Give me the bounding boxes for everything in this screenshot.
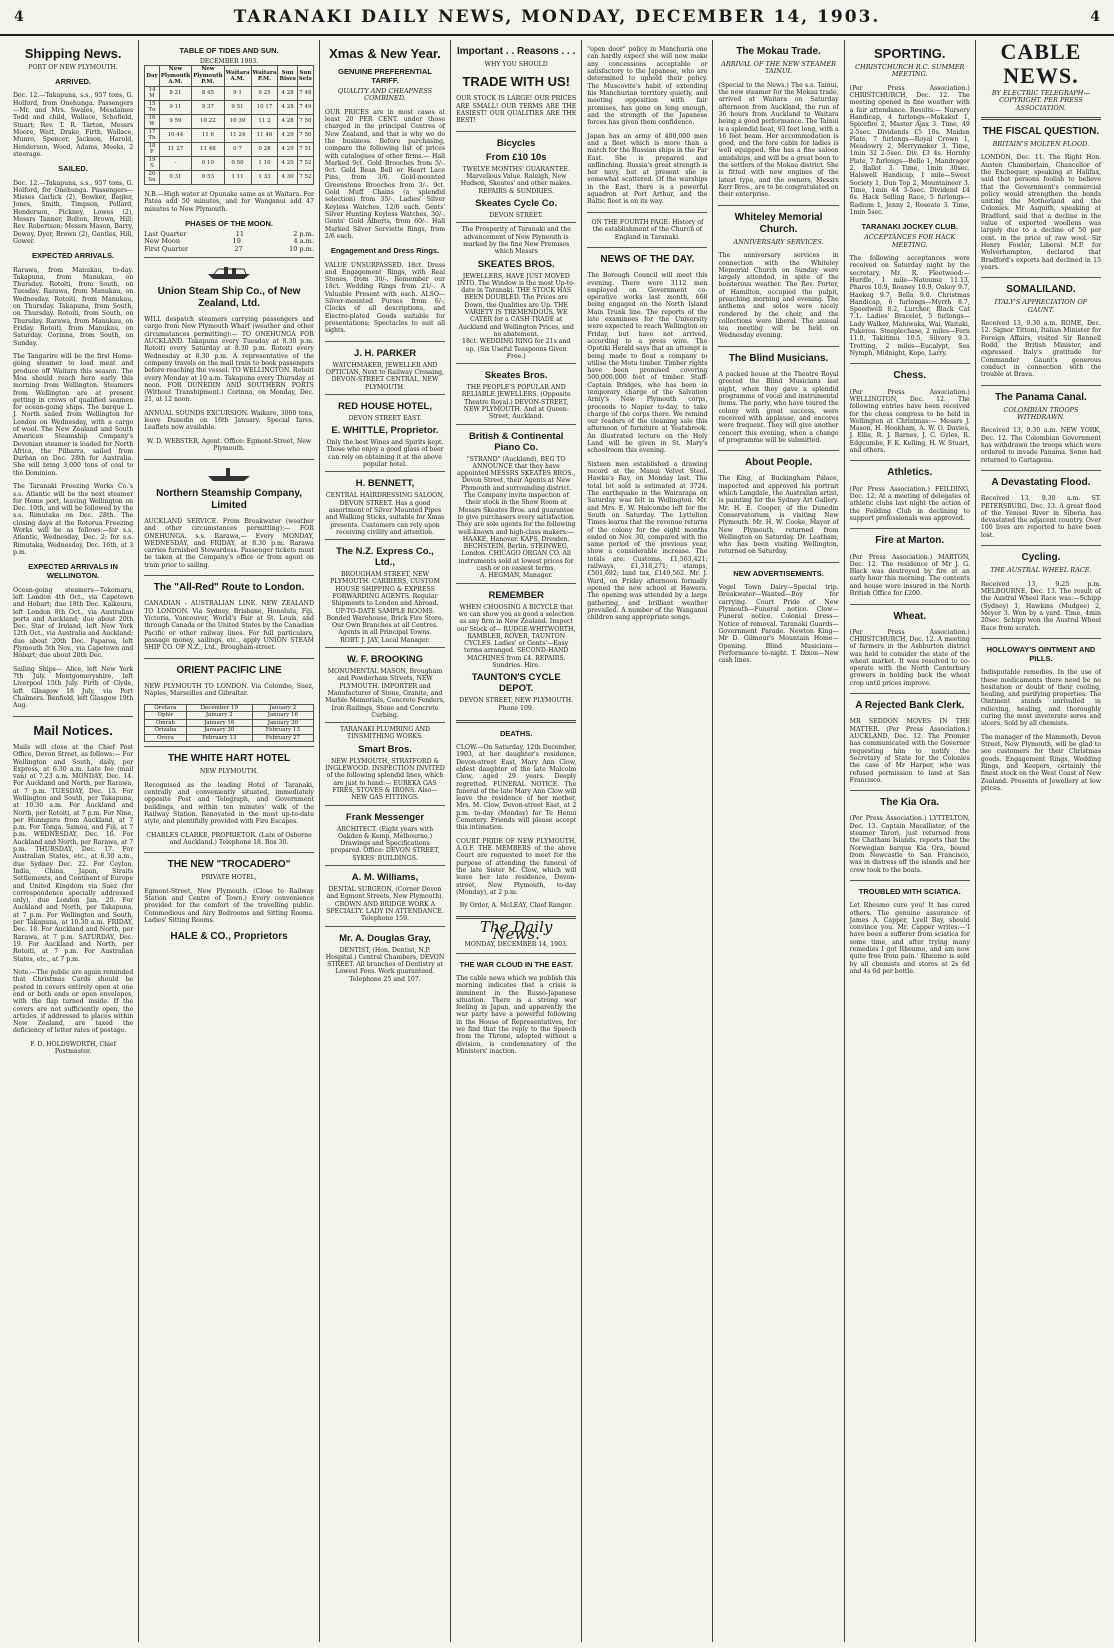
- orient-row: [145, 727, 314, 735]
- why-text: WHY YOU SHOULD: [484, 61, 548, 68]
- moon-phase: Last Quarter: [144, 230, 187, 239]
- blind-heading: The Blind Musicians.: [728, 352, 829, 364]
- orient-heading: ORIENT PACIFIC LINE: [176, 664, 282, 676]
- orient-cell: January 16: [186, 719, 252, 727]
- steamship-icon: [204, 464, 254, 482]
- holloway-text: Indisputable remedies. In the use of these medicaments there need be no hesitation or doubt of their cooling, healing, and purifying properties. The Ointment stands unrivalled in relieving, healing, and thoroughly curing the most inveterate sores and ulcers. Sold by all chemists.: [980, 669, 1102, 728]
- prosperity-text: The Prosperity of Taranaki and the advancement of New Plymouth is marked by the fine New Premises which Messrs: [461, 226, 571, 256]
- mokau-text: (Special to the News.) The s.s. Tainui, the new steamer for the Mokau trade, arrived at Waitara on Saturday afternoon from Auckland, the run of 36 hours from Auckland to Waitara being a good performance. The Tainui is a splendid boat, 93 feet long, with a 16 foot beam. Her accommodation is good, and the fore cabin for ladies is well equipped. She has a fine saloon amidships, and will be a great boon to the settlers of the Mokau district. She is fitted with new engines of the latest type, and the owners, Messrs Kerr Bros., are to be congratulated on their enterprise.: [718, 81, 839, 199]
- smart-name: Smart Bros.: [358, 743, 412, 755]
- cable-heading: CABLE NEWS.: [1000, 39, 1082, 88]
- tides-row: [145, 156, 314, 170]
- sporting-heading: SPORTING.: [873, 46, 946, 61]
- tides-cell: 9 51: [224, 100, 251, 114]
- orient-cell: February 13: [252, 727, 313, 735]
- usc-text: WILL despatch steamers carrying passengers and cargo from New Plymouth Wharf (weather and other circumstances permitting):— TO ONEHUNGA FOR AUCKLAND. Takapuna every Tuesday at 8.30 p.m. Rotoiti every Saturday at 8.30 p.m. Rotoiti every Wednesday at 8.30 p.m. A representative of the company travels on the mail train to book passengers before reaching the vessel. TO WELLINGTON. Rotoiti every Monday at 10 a.m. Takapuna every Thursday at noon. FOR DUNEDIN AND SOUTHERN PORTS (Without Transhipment.) Corinna, on Monday, Dec. 21, at 12 noon.: [144, 316, 314, 404]
- northern-heading: Northern Steamship Company, Limited: [156, 487, 303, 511]
- tides-header-cell: Waitara A.M.: [224, 66, 251, 87]
- plumbing-text: TARANAKI PLUMBING AND TINSMITHING WORKS.: [340, 726, 430, 741]
- oddfellows-sign: By Order, A. McLEAY, Chief Ranger.: [459, 902, 573, 910]
- fiscal-heading: THE FISCAL QUESTION.: [982, 125, 1100, 137]
- wedding-text: 18ct. WEDDING RING for 21s and up. (Six Useful Teaspoons Given Free.): [462, 338, 571, 360]
- panama-text: Received 13, 9.30 a.m. NEW YORK, Dec. 12. The Colombian Government has withdrawn the troops which were ordered to invade Panama. Some had returned to Cartagena.: [980, 427, 1102, 464]
- column-cable: [976, 40, 1106, 1642]
- oddfellows-text: COURT PRIDE OF NEW PLYMOUTH, A.O.F. THE MEMBERS of the above Court are requested to meet for the purpose of attending the funeral of the late Sister M. Clow, which will leave her late residence, Devon-street, New Plymouth, to-day (Monday), at 2 p.m.: [456, 837, 577, 896]
- northern-text: AUCKLAND SERVICE. From Breakwater (weather and other circumstances permitting):— FOR ONEHUNGA. s.s. Rarawa,— Every MONDAY, WEDNESDAY, and FRIDAY, at 8.30 p.m. Rarawa carries furnished Stewardess. Passenger tickets must be taken at the Company's office or from agent on train prior to sailing.: [144, 517, 314, 569]
- tides-header-cell: Sun Rises: [278, 66, 297, 87]
- tides-cell: 0 7: [224, 142, 251, 156]
- genuine-text: OUR PRICES are in most cases at least 20 PER CENT. under those charged in the principal Centres of New Zealand, and that is why we do the business. Before purchasing, compare the following list of prices with catalogues of other firms.— Hall Marked 9ct. Gold Brooches from 5/-. 9ct. Gold Bean Bell or Heart Lace Pins, from 3/6. Gold-mounted Greenstone Brooches from 3/-. 9ct. Gold Muff Chains (a splendid selection) from 35/-. Ladies' Silver Keyless Watches, 12/6 each. Gents' Silver Hunting Keyless Watches, 30/-. Gents' Gold Alberts, from 60/-. Hall Marked Silver Serviette Rings, from 2/6 each.: [324, 108, 446, 240]
- tides-cell: 4 28: [278, 114, 297, 128]
- tides-cell: 7 52: [297, 156, 313, 170]
- blind-text: A packed house at the Theatre Royal greeted the Blind Musicians last night, when they gave a splendid programme of vocal and instrumental items. The party, who have toured the colony with great success, were received with applause, and encores were frequent. They will give another concert this evening, when a change of programme will be submitted.: [718, 371, 839, 444]
- sailing-ships-text: Sailing Ships— Alice, left New York 7th July. Montgomeryshire, left Liverpool 15th July. Firth of Clyde, left Glasgow 18 July, via Port Chalmers. Benfield, left Glasgow 19th Aug.: [13, 665, 134, 710]
- daily-news-date: MONDAY, DECEMBER 14, 1903.: [464, 941, 568, 949]
- tides-row: [145, 114, 314, 128]
- tides-cell: 0 31: [159, 170, 191, 184]
- expected-wellington-text: Ocean-going steamers—Tokomaru, left London 4th Oct., via Capetown and Hobart; due 18th Dec. Kaikoura, left London 8th Oct., via Australian ports and Auckland; due about 20th Dec. Star of Ireland, left New York 12th Oct., via Australia and Auckland; due about 20th Dec. Paparoa, left Plymouth 5th Nov., via Capetown and Hobart; due about 28th Dec.: [13, 586, 134, 660]
- deaths-text: CLOW.—On Saturday, 12th December, 1903, at her daughter's residence, Devon-street East, Mary Ann Clow, eldest daughter of the late Malcolm Clow, aged 29 years. Deeply regretted. FUNERAL NOTICE. The funeral of the late Mary Ann Clow will leave the residence of her mother, Mrs. M. Clow, Devon-street East, at 2 p.m. to-day (Monday) for Te Henui Cemetery. Friends will please accept this intimation.: [456, 744, 577, 832]
- reasons-text: OUR STOCK IS LARGE! OUR PRICES ARE SMALL! OUR TERMS ARE THE EASIEST! OUR QUALITIES ARE THE BEST!: [456, 95, 577, 125]
- athletics-heading: Athletics.: [887, 467, 933, 479]
- whittle-text: Only the best Wines and Spirits kept. Those who enjoy a good glass of beer can rely on obtaining it at the above popular hotel.: [326, 439, 444, 469]
- red-house-name: RED HOUSE HOTEL,: [338, 400, 432, 412]
- tides-table: [144, 65, 314, 185]
- bennett-name: H. BENNETT,: [355, 478, 415, 490]
- xmas-heading: Xmas & New Year.: [329, 46, 441, 61]
- remember-text: WHEN CHOOSING A BICYCLE that we can show you as good a selection as any firm in New Zealand. Inspect our Stock of— RUDGE-WHITWORTH, RAMBLER, ROVER, TAUNTON CYCLES. Ladies' or Gents'—Easy terms arranged. SECOND-HAND MACHINES from £4. REPAIRS. Sundries. Hire.: [456, 603, 576, 669]
- trocadero-heading: THE NEW "TROCADERO": [167, 859, 291, 871]
- column-sporting: [845, 40, 976, 1642]
- tides-cell: 7 51: [297, 142, 313, 156]
- tides-cell: 11 48: [192, 142, 224, 156]
- mail-notes: Note.—The public are again reminded that Christmas Cards should be posted in covers entirely open at one end or both ends or open envelopes, with the flap turned inside. If the covers are not sufficiently open, the articles, if addressed to places within New Zealand, are taxed the deficiency of letter rates of postage.: [13, 969, 134, 1035]
- hale-proprietors: HALE & CO., Proprietors: [170, 930, 288, 942]
- tides-cell: 19 S: [145, 156, 160, 170]
- white-hart-text: Recognised as the leading Hotel of Taranaki, centrally and conveniently situated, immediately opposite Post and Telegraph, and Government buildings, and within ten minutes' walk of the Railway Station. Renovated in the most up-to-date style, and plentifully provided with Fire Escapes.: [144, 781, 314, 826]
- taunton-name: TAUNTON'S CYCLE DEPOT.: [471, 672, 561, 695]
- somaliland-sub: ITALY'S APPRECIATION OF GAUNT.: [994, 298, 1088, 314]
- parker-name: J. H. PARKER: [353, 347, 417, 359]
- skeates-bros2-text: THE PEOPLE'S POPULAR AND RELIABLE JEWELLERS. (Opposite Theatre Royal.) DEVON-STREET, NEW PLYMOUTH. And at Queen-Street, Auckland.: [461, 384, 571, 421]
- shipping-heading: Shipping News.: [24, 46, 122, 61]
- express-ad: [325, 539, 445, 647]
- tides-cell: 11 2: [251, 114, 278, 128]
- tides-header-cell: New Plymouth A.M.: [160, 66, 191, 86]
- brooking-name: W. F. BROOKING: [347, 654, 423, 666]
- orient-table: [144, 704, 314, 743]
- jockey-sub: ACCEPTANCES FOR HACK MEETING.: [864, 233, 956, 249]
- tides-row: [145, 100, 314, 114]
- tides-cell: 9 37: [192, 100, 224, 114]
- orient-row: [145, 719, 314, 727]
- tides-cell: 11 27: [159, 142, 191, 156]
- newspaper-title: TARANAKI DAILY NEWS, MONDAY, DECEMBER 14, 1903.: [233, 7, 881, 27]
- brooking-ad: [325, 647, 445, 722]
- moon-time: 10 p.m.: [289, 244, 314, 253]
- trocadero-text: Egmont-Street, New Plymouth. (Close to Railway Station and Centre of Town.) Every convenience provided for the comfort of the travelling public. Commodious and Airy Bedrooms and Sitting Rooms. Ladies' Sitting Rooms.: [144, 887, 314, 925]
- sciatica-heading: TROUBLED WITH SCIATICA.: [858, 887, 961, 897]
- clerk-heading: A Rejected Bank Clerk.: [855, 700, 965, 712]
- taunton-text: DEVON STREET, NEW PLYMOUTH. Phone 109.: [459, 697, 574, 712]
- orient-cell: January 2: [186, 712, 252, 720]
- gray-name: Mr. A. Douglas Gray,: [339, 932, 431, 944]
- kia-heading: The Kia Ora.: [880, 797, 940, 809]
- tides-cell: 0 50: [224, 156, 251, 170]
- war-cont: "open door" policy in Manchuria one can hardly expect she will now make any concessions acceptable or satisfactory to the Japanese, who are determined to uphold their policy. The Muscovite's habit of extending his Manchurian territory quietly, and meeting opposition with fair promises, has gone on long enough, and the strength of the Japanese forces has given them confidence.: [587, 46, 708, 127]
- orient-cell: January 30: [186, 727, 252, 735]
- orient-cell: February 13: [186, 734, 252, 742]
- bennett-ad: [325, 471, 445, 539]
- mail-text: Mails will close at the Chief Post Office, Devon Street, as follows:— For Wellington and South, daily, per Express, at 6.30 a.m. Late fee (mail van) at 7.23 a.m. MONDAY, Dec. 14. For Auckland and North, per Rarawa, at 7 p.m. TUESDAY, Dec. 15. For Wellington and South, per Takapuna, at 10.30 a.m. For Auckland and North, per Rotoiti, at 7 p.m. For Nine, per Hunnguru from Auckland, at 7 p.m. For Tonga, Samoa, and Fiji, at 7 p.m. WEDNESDAY, Dec. 16. For Auckland and North, per Rarawa, at 7 p.m. THURSDAY, Dec. 17. For Australian States, etc., at 6.30 a.m., due Sydney Dec. 22. For Ceylon, India, China, Japan, Straits Settlements, and Continent of Europe and United Kingdom via Suez (for correspondence specially addressed only), due London Jan. 20. For Auckland and North, per Takapuna, at 7 p.m. For Wellington and South, per Takapuna, at 10.30 a.m. FRIDAY, Dec. 18. For Auckland and North, per Rarawa, at 7 p.m. SATURDAY, Dec. 19. For Auckland and North, per Rotoiti, at 7 p.m. For Australian States, etc., at 7 p.m.: [13, 743, 134, 963]
- tides-row: [145, 142, 314, 156]
- tides-cell: -: [159, 156, 191, 170]
- tides-cell: 9 59: [159, 114, 191, 128]
- wheat-heading: Wheat.: [893, 610, 927, 622]
- steamship-icon: [204, 262, 254, 280]
- column-local: [713, 40, 844, 1642]
- tides-cell: 7 50: [297, 114, 313, 128]
- sporting-sub: CHRISTCHURCH R.C. SUMMER MEETING.: [855, 63, 965, 79]
- allred-heading: The "All-Red" Route to London.: [153, 582, 305, 594]
- orient-text: NEW PLYMOUTH TO LONDON. Via Colombo, Suez, Naples, Marseilles and Gibraltar.: [144, 682, 314, 698]
- bicycles-price: From £10 10s: [485, 151, 547, 163]
- orient-row: [145, 712, 314, 720]
- tides-cell: 20 Su: [145, 170, 160, 184]
- engagement-heading: Engagement and Dress Rings.: [330, 246, 440, 256]
- orient-cell: Orotava: [145, 704, 187, 712]
- expected-text: Rarawa, from Manukau, to-day. Takapuna, from Manukau, on Thursday. Rotoiti, from South, on Tuesday. Rarawa, from Manukau, on Wednesday. Rotoiti, from Manukau, on Thursday. Takapuna, from South, on Thursday. Rotoiti, from South, on Thursday. Rarawa, from Manukau, on Friday. Rotoiti, from Manukau, on Saturday. Corinna, from South, on Sunday.: [13, 266, 134, 347]
- sailed-heading: SAILED.: [58, 164, 88, 174]
- bennett-text: CENTRAL HAIRDRESSING SALOON, DEVON STREET. Has a good assortment of Silver Mounted Pipes and Walking Sticks, suitable for Xmas presents. Customers can rely upon receiving civility and attention.: [325, 492, 445, 536]
- cable-sub: BY ELECTRIC TELEGRAPH—COPYRIGHT. PER PRESS ASSOCIATION.: [991, 89, 1090, 112]
- tides-cell: 9 11: [159, 100, 191, 114]
- parker-text: WATCHMAKER, JEWELLER AND OPTICIAN, Next to Railway Crossing, DEVON-STREET CENTRAL, NEW PLYMOUTH.: [325, 361, 445, 391]
- usc-heading: Union Steam Ship Co., of New Zealand, Ltd.: [157, 285, 301, 309]
- red-house-text: DEVON STREET EAST.: [348, 414, 422, 422]
- about-text: The King, at Buckingham Palace, inspected and approved his portrait which Langdale, the Australian artist, is painting for the Sydney Art Gallery. Mr. H. E. Cooper, of the Dunedin Conservatorium, is visiting New Plymouth. Mr. H. W. Cooke, Mayor of New Plymouth, returned from Wellington on Saturday. Dr. Leatham, who has been visiting Wellington, returned on Saturday.: [718, 475, 839, 556]
- tides-cell: 18 F: [145, 142, 160, 156]
- orient-cell: Oroya: [145, 734, 187, 742]
- moon-date: 27: [234, 244, 243, 253]
- mammoth-text: The manager of the Mammoth, Devon Street, New Plymouth, will be glad to see customers for their Christmas goods. Engagement Rings, Wedding Rings, and Keepers, certainly the finest stock on the West Coast of New Zealand. Presents of Jewellery at low prices.: [980, 733, 1102, 792]
- fiscal-sub: BRITAIN'S MOLTEN FLOOD.: [992, 139, 1090, 148]
- moon-date: 19: [232, 237, 241, 246]
- tides-cell: 7 50: [297, 128, 313, 142]
- general-shipping-text: The Tangarire will be the first Home-going steamer to load meat and produce off Waitara this season. The Moa should reach here early this morning from Wellington. Steamers from Wellington are at present getting in crews of qualified seamen for ocean-going ships. The barque L. J. North sailed from Wellington for London on Wednesday, with a cargo of wool. The New Zealand and South American Steamship Company's Devonian steamer is loaded for North Africa, the Pilbarra, sailed from Durban on Dec. 28th for Australia. She will bring 3,000 tons of coal to the Dominion.: [13, 353, 134, 477]
- gray-ad: [325, 926, 445, 986]
- cycling-text: Received 13, 9.25 p.m. MELBOURNE, Dec. 13. The result of the Austral Wheel Race was:—Schipp (Sydney) 1, Hawkins (Mudgee) 2, Meyer 3. Won by a yard. Time, 4min 20sec. Schipp won the Austral Wheel Race from scratch.: [980, 580, 1102, 632]
- postmaster-signoff: F. D. HOLDSWORTH, Chief Postmaster.: [30, 1040, 116, 1056]
- arrived-heading: ARRIVED.: [55, 77, 92, 87]
- tides-month: DECEMBER 1903.: [199, 58, 259, 65]
- news-of-day-heading: NEWS OF THE DAY.: [600, 254, 695, 266]
- moon-date: 11: [235, 230, 244, 239]
- arrived-text: Dec. 12.—Takapuna, s.s., 957 tons, G. Holford, from Onehunga. Passengers—Mr. and Mrs. Swales, Mesdames Todd and child, Wallace, Schofield, Stuart; Rev. T. R. Tarton, Messrs Moore, Watt, Drake, Firth, Wallace, Munro, Spencer, Jackson, Harold, Henderson, Wood, Adams, Meeks, 2 steerage.: [13, 92, 134, 158]
- smart-ad: [325, 722, 445, 804]
- express-manager: ROBT. J. JAY, Local Manager.: [340, 636, 430, 644]
- expected-heading: EXPECTED ARRIVALS.: [32, 251, 115, 261]
- piano-manager: A. HEGMAN, Manager.: [479, 572, 553, 580]
- news-text: The Borough Council will meet this evening. There were 3112 men employed on Government co-operative works last month, 668 being engaged on the North Island Main Trunk line. The reports of the late examinees for the University were expected to reach Wellington on Friday, but have not arrived, according to a press wire. The Opotiki Herald says that an attempt is being made to float a company to utilise the Motu timber. Timber rights have been promised covering 500,000,000 feet of timber. Staff-Captain Bridges, who has been in temporary charge of the Salvation Army's New Plymouth corps, proceeds to Napier to-day, to take charge of the corps there. We remind our readers of the cleaning sale this afternoon of furniture at Yeatsbrook. An illustrated lecture on the Holy Land will be given in St. Mary's schoolroom this evening.: [587, 272, 708, 455]
- chess-heading: Chess.: [893, 370, 927, 382]
- column-editorial: [582, 40, 713, 1642]
- news-text-2: Sixteen men established a drawing record at the Manui Velvet Steel. Hawke's Bay, on Monday last. The total lot sold is estimated at 3724. The earthquake in the Wairarapa on Saturday was felt in Wellington. Mr. and Mrs. E. W. Halcombe left for the South on Saturday. The Lyttelton Times learns that the revenue returns of the colony for the eight months ended on Nov. 30, compared with the same period of the previous year, show a considerable increase. The totals are: Customs, £1,563,421; railways, £1,318,271; stamps, £501,692; land tax, £149,562. Mr. J. Ward, on Friday afternoon formally opened the new school at Hawera. The opening was attended by a large gathering, and brilliant weather prevailed. A number of the Wanganui children sang appropriate songs.: [587, 460, 708, 622]
- kia-text: (Per Press Association.) LYTTELTON, Dec. 13. Captain Macallister, of the steamer Tarori, just returned from the Chatham Islands, reports that the Norwegian barque Kia Ora, bound from Newcastle to San Francisco, was in distress off the islands and her crew took to the boats.: [849, 815, 970, 874]
- express-text: BROUGHAM STREET, NEW PLYMOUTH. CARRIERS, CUSTOM HOUSE SHIPPING & EXPRESS FORWARDING AGENTS. Regular Shipments to London and Abroad. UP-TO-DATE SAMPLE ROOMS. Bonded Warehouse, Brick Fire Store. Our Own Branches at all Centres. Agents in all Principal Towns.: [326, 571, 444, 637]
- skeates-bros-ad: [456, 222, 576, 363]
- tides-cell: 10 17: [251, 100, 278, 114]
- about-heading: About People.: [744, 457, 813, 469]
- whiteley-heading: Whiteley Memorial Church.: [734, 211, 823, 235]
- orient-cell: December 19: [186, 704, 252, 712]
- tides-cell: 4 29: [278, 128, 297, 142]
- moon-time: 4 a.m.: [293, 237, 314, 246]
- trocadero-sub: PRIVATE HOTEL,: [201, 874, 257, 882]
- tides-header-cell: Sun Sets: [297, 66, 313, 87]
- tides-cell: 11 46: [251, 128, 278, 142]
- orient-cell: January 16: [252, 712, 313, 720]
- tides-cell: 10 39: [224, 114, 251, 128]
- mail-heading: Mail Notices.: [33, 722, 113, 738]
- tides-cell: 4 30: [278, 170, 297, 184]
- white-hart-heading: THE WHITE HART HOTEL: [167, 753, 291, 765]
- sciatica-text: Let Rheumo cure you! It has cured others. The genuine assurance of James A. Capper, Lyell Bay, should convince you. Mr. Capper writes:—'I have been a sufferer from sciatica for some time, and after trying many remedies I got Rheumo, and am now quite free from pain.' Rheumo is sold by all chemists and stores at 2s 6d and 4s 6d per bottle.: [849, 902, 970, 975]
- tides-cell: 1 11: [224, 170, 251, 184]
- tides-cell: 11 24: [224, 128, 251, 142]
- tides-cell: 4 29: [278, 156, 297, 170]
- panama-sub: COLOMBIAN TROOPS WITHDRAWN.: [1003, 405, 1079, 421]
- williams-text: DENTAL SURGEON, (Corner Devon and Egmont Streets, New Plymouth). CROWN AND BRIDGE WORK A SPECIALTY. LADY IN ATTENDANCE. Telephone 159.: [326, 886, 444, 923]
- tides-heading: TABLE OF TIDES AND SUN.: [179, 46, 279, 55]
- engagement-text: VALUE UNSURPASSED. 18ct. Dress and Engagement Rings, with Real Stones, from 30/-. Remember our 18ct. Wedding Rings from 21/-. A Valuable Present with each. ALSO—Silver-mounted Purses from 6/-; Clocks of all descriptions, and Electro-plated Goods suitable for presentations; Spectacles to suit all sights.: [324, 261, 446, 335]
- flood-text: Received 13, 9.30 a.m. ST. PETERSBURG, Dec. 13. A great flood of the Yenisei River in Siberia has devastated the adjacent country. Over 100 lives are reported to have been lost.: [980, 495, 1102, 539]
- tides-header-cell: Day: [145, 66, 160, 87]
- red-house-ad: [325, 394, 445, 471]
- tides-cell: 9 1: [224, 86, 251, 100]
- tides-header-cell: New Plymouth P.M.: [193, 66, 223, 86]
- orient-cell: Ophir: [145, 712, 187, 720]
- skeates-bros2-ad: [456, 363, 576, 423]
- somaliland-text: Received 13, 9.30 a.m. ROME, Dec. 12. Signor Tittoni, Italian Minister for Foreign Affairs, visited Sir Rennell Rodd, the British Minister, and expressed Italy's gratitude for Commander Gaunt's generous conduct in connection with the trouble at Brava.: [980, 320, 1102, 379]
- jockey-text: The following acceptances were received on Saturday night by the secretary, Mr. R. Fleetwood:— Hurdle, 1 mile—Natouma 11.13, Pharos 10.9, Roaney 10.9, Oakey 9.7, Haekeg 9.7, Bella 9.0. Christmas Handicap, 6 furlongs—Myrrh 8.7, Speedwell 8.2, Lurcher, Black Cat 7.1. Ladies' Bracelet, 5 furlongs—Lady Walker, Mahiwaka, Wai, Waitaki, Pukeroa. Steeplechase, 2 miles—Fern 11.0, Takitimu 10.5, Silvery 9.3. Trotting, 2 miles—Eucalypt, Sea Nymph, Midnight, Kopo, Larry.: [849, 255, 970, 357]
- tides-cell: 11 6: [192, 128, 224, 142]
- remember-heading: REMEMBER: [488, 589, 544, 601]
- parker-ad: [325, 341, 445, 394]
- moon-time: 2 p.m.: [293, 230, 314, 239]
- williams-ad: [325, 865, 445, 925]
- war-text: The cable news which we publish this morning indicates that a crisis is imminent in the Russo-Japanese situation. There is a strong war feeling in Japan, and apparently the war party have a powerful following in the House of Representatives, for we find that the reply to the Speech from the Throne, adopted without a division, is condemnatory of the Ministers' inaction.: [456, 974, 577, 1055]
- orient-row: [145, 704, 314, 712]
- mokau-heading: The Mokau Trade.: [736, 46, 821, 57]
- genuine-sub: QUALITY AND CHEAPNESS COMBINED.: [337, 87, 433, 103]
- column-tides: [139, 40, 320, 1642]
- moon-phases: [144, 231, 314, 253]
- orient-row: [145, 734, 314, 742]
- whiteley-text: The anniversary services in connection with the Whiteley Memorial Church on Sunday were largely attended, in spite of the boisterous weather. The Rev. Porter, of Hamilton, occupied the pulpit, preaching morning and evening. The anthems and solos were nicely rendered by the choir, and the collections were liberal. The annual tea meeting will be held on Wednesday evening.: [718, 252, 839, 340]
- fourth-page-note: ON THE FOURTH PAGE: History of the establishment of the Church of England in Taranaki.: [591, 218, 704, 241]
- williams-name: A. M. Williams,: [351, 872, 419, 884]
- messenger-name: Frank Messenger: [345, 811, 425, 823]
- tides-cell: 10 22: [192, 114, 224, 128]
- tides-cell: 1 33: [251, 170, 278, 184]
- express-name: The N.Z. Express Co., Ltd.,: [336, 546, 434, 569]
- orient-cell: Orizaba: [145, 727, 187, 735]
- somaliland-heading: SOMALILAND.: [1006, 284, 1076, 296]
- column-ads-jewellery: [320, 40, 451, 1642]
- fiscal-text: LONDON, Dec. 11. The Right Hon. Austen Chamberlain, Chancellor of the Exchequer, speaking at Halifax, said that persons foolish to believe that the Government's commercial policy would strengthen the bonds uniting the Motherland and the Colonies. Mr Asquith, speaking at Bradford, said that a decline in the value of exported woollens was largely due to a decline of 50 per cent. in the price of raw wool. Sir Henry Fowler, Liberal M.P. for Wolverhampton, declared that Bradford's exports had declined in 15 years.: [980, 154, 1102, 271]
- tides-cell: 8 21: [159, 86, 191, 100]
- bicycles-text: TWELVE MONTHS' GUARANTEE. Marvellous Value. Raleigh, New Hudson, Skeates' and other makes. REPAIRS & SUNDRIES.: [460, 165, 572, 195]
- athletics-text: (Per Press Association.) FEILDING, Dec. 12. At a meeting of delegates of athletic clubs last night the action of the Feilding Club in declining to support professionals was approved.: [849, 485, 970, 522]
- wheat-text: (Per Press Association.) CHRISTCHURCH, Dec. 12. A meeting of farmers in the Ashburton district was held to consider the state of the wheat market. It was resolved to co-operate with the North Canterbury growers in holding back the wheat crop until prices improve.: [849, 628, 970, 687]
- tides-cell: 4 28: [278, 86, 297, 100]
- jockey-heading: TARANAKI JOCKEY CLUB.: [861, 222, 958, 232]
- orient-cell: January 30: [252, 719, 313, 727]
- new-ads-text: Vogel Town Dairy—Special trip. Breakwater—Wanted—Boy for carrying. Court Pride of New Plymouth—Funeral notice. Clow—Funeral notice. Colonial Dress—Notice of removal. Taranaki Guards—Government Parade. Newton King—Mr D. Gilmour's Mountain Home—Opening. Blind Musicians—Performance to-night. T. Dixon—New cash lines.: [718, 584, 839, 665]
- tides-row: [145, 170, 314, 184]
- war-cont2: Japan has an army of 400,000 men and a fleet which is more than a match for the Russian ships in the Far East. She is prepared and unflinching. Russia's great strength is her navy, but at present she is somewhat scattered. Of the warships in the East, there is a powerful squadron at Port Arthur, and the Baltic fleet is on its way.: [587, 132, 708, 206]
- tides-cell: 17 Th: [145, 128, 160, 142]
- genuine-heading: GENUINE PREFERENTIAL TARIFF.: [338, 67, 432, 85]
- tides-cell: 0 53: [192, 170, 224, 184]
- piano-name: British & Continental Piano Co.: [468, 430, 564, 453]
- skeates-bros-name: SKEATES BROS.: [477, 258, 555, 270]
- page-number-left: 4: [14, 9, 24, 25]
- panama-heading: The Panama Canal.: [995, 391, 1087, 403]
- tides-row: [145, 128, 314, 142]
- clerk-text: MR SEDDON MOVES IN THE MATTER. (Per Press Association.) AUCKLAND, Dec. 12. The Premier has communicated with the Governor requesting him to notify the Secretary of State for the Colonies the case of Mr Harper, who was refused permission to land at San Francisco.: [849, 718, 970, 784]
- cycling-sub: THE AUSTRAL WHEEL RACE.: [990, 566, 1092, 575]
- orient-cell: February 27: [252, 734, 313, 742]
- tides-cell: 7 48: [297, 86, 313, 100]
- tides-cell: 7 52: [297, 170, 313, 184]
- columns: [8, 40, 1106, 1642]
- smart-text: NEW PLYMOUTH, STRATFORD & INGLEWOOD. INSPECTION INVITED of the following splendid lines, which are just to hand:— EUREKA GAS FIRES, STOVES & IRONS. Also—NEW GAS FITTINGS.: [325, 757, 445, 802]
- gray-text: DENTIST, (Hon. Dentist, N.P. Hospital.) Central Chambers, DEVON STREET. All branches of Dentistry at Lowest Fees. Work guaranteed. Telephone 25 and 107.: [325, 946, 445, 983]
- fire-heading: Fire at Marton.: [875, 535, 945, 547]
- holloway-heading: HOLLOWAY'S OINTMENT AND PILLS.: [986, 645, 1096, 664]
- tides-cell: 9 25: [251, 86, 278, 100]
- tides-cell: 4 28: [278, 100, 297, 114]
- bicycles-heading: Bicycles: [496, 137, 536, 149]
- excursion-text: ANNUAL SOUNDS EXCURSION. Waikare, 3000 tons, leave Dunedin on 16th January. Special fares. Leaflets now available.: [144, 409, 314, 432]
- messenger-ad: [325, 805, 445, 865]
- moon-heading: PHASES OF THE MOON.: [185, 219, 274, 229]
- new-ads-heading: NEW ADVERTISEMENTS.: [733, 568, 824, 578]
- tides-cell: 14 M: [145, 86, 160, 100]
- sporting-text: (Per Press Association.) CHRISTCHURCH, Dec. 12. The meeting opened in fine weather with a fair attendance. Results:— Nursery Handicap, 4 furlongs—Makakof 1, Spicefire 2, Master Ajax 3. Time, 49 2-5sec. Dividends £5 10s. Maiden Plate, 7 furlongs—Royal Crown 1, Meadowry 2, Merrymaker 3. Time, 1min 32 2-5sec. Div. £3 4s. Hornby Plate, 7 furlongs—Belle 1, Mandragor 2. Ballot 3. Time, 1min 30sec. Halswell Handicap, 1 mile—Sweet Society 1, Dun Top 2, Mountaineer 3. Time, 1min 44 3-5sec. Dividend £4 6s. Hack Selling Race, 5 furlongs—Radium 1, Jenny 2, Roseate 3. Time, 1min 5sec.: [849, 84, 970, 216]
- orient-cell: January 2: [252, 704, 313, 712]
- tides-note: N.B.—High water at Opunake same as at Waitara. For Patea add 50 minutes, and for Wanganui add 47 minutes to New Plymouth.: [144, 190, 314, 213]
- whiteley-sub: ANNIVERSARY SERVICES.: [733, 237, 824, 246]
- masthead: [0, 0, 1114, 36]
- flood-heading: A Devastating Flood.: [991, 477, 1091, 489]
- chess-text: (Per Press Association.) WELLINGTON, Dec. 12. The following entries have been received for the chess congress to be held in Wellington at Christmas:— Messrs J. Mason, H. Hookham, A. W. O. Davies, J. Ellis, R. J. Barnes, J. C. Gyles, R. Edgcumbe, F. K. Kelling, H. W. Stuart, and others.: [849, 388, 970, 454]
- white-hart-owner: CHARLES CLARKE, PROPRIETOR. (Late of Osborne and Auckland.) Telephone 18. Box 30.: [146, 831, 312, 846]
- tides-row: [145, 86, 314, 100]
- fire-text: (Per Press Association.) MARTON, Dec. 12. The residence of Mr J. G. Black was destroyed by fire at an early hour this morning. The contents and house were insured in the North British Office for £200.: [849, 553, 970, 598]
- orient-cell: Omrah: [145, 719, 187, 727]
- frozen-text: The Taranaki Freezing Works Co.'s s.s. Atlantic will be the next steamer for Home port, leaving Wellington on Dec. 10th, and will be followed by the s.s. Rimutaka on Dec. 28th. The closing days at the Rotorua Freezing Works will be as follows:—for s.s. Atlantic, Wednesday, Dec. 2; for s.s. Rimutaka, Wednesday, Dec. 16th, at 3 p.m.: [13, 483, 134, 556]
- moon-phase: New Moon: [144, 237, 181, 246]
- skeates-cycle-name: Skeates Cycle Co.: [475, 198, 558, 210]
- bicycles-ad: [456, 131, 576, 222]
- column-ads-cycles: [451, 40, 582, 1642]
- mokau-sub: ARRIVAL OF THE NEW STEAMER TAINUI.: [721, 60, 836, 76]
- moon-phase: First Quarter: [144, 244, 188, 253]
- column-shipping: [8, 40, 139, 1642]
- white-hart-sub: NEW PLYMOUTH.: [199, 768, 259, 776]
- sailed-text: Dec. 12.—Takapuna, s.s., 957 tons, G. Holford, for Onehunga. Passengers—Misses Garlick (2), Bowker, Bagler, Jones, Smith, Timpson, Pollard, Henderson, Pickney, Lowes (2), Messrs Tanner, Bolton, Brown, Hill; Rev. Robertson; Messrs Mason, Barry, Dewey, Dyer, Brown (2), Gentles, Hill, Gower.: [13, 179, 134, 245]
- messenger-text: ARCHITECT. (Eight years with Oakden & Kemp, Melbourne.) Drawings and Specifications prepared. Office: DEVON STREET, SYKES' BUILDINGS.: [330, 825, 440, 862]
- skeates-bros2-name: Skeates Bros.: [484, 370, 548, 382]
- tides-cell: 1 10: [251, 156, 278, 170]
- allred-text: CANADIAN - AUSTRALIAN LINE. NEW ZEALAND TO LONDON. Via Sydney, Brisbane, Honolulu, Fiji, Victoria, Vancouver, World's Fair at St. Louis, and through Canada or the United States by the Canadian Pacific or other railway lines. For full particulars, passage money, sailings, etc., apply UNION STEAM SHIP CO. OF N.Z., Ltd., Brougham-street.: [144, 600, 314, 652]
- important-heading: Important . . Reasons . . .: [457, 46, 576, 57]
- tides-cell: 4 29: [278, 142, 297, 156]
- remember-ad: [456, 583, 576, 715]
- tides-cell: 15 Tu: [145, 100, 160, 114]
- tides-cell: 10 44: [159, 128, 191, 142]
- war-heading: THE WAR CLOUD IN THE EAST.: [459, 959, 573, 969]
- daily-news-logo: The Daily News.: [480, 917, 553, 944]
- port-line: PORT OF NEW PLYMOUTH.: [28, 64, 118, 71]
- whittle-name: E. WHITTLE, Proprietor.: [331, 425, 439, 437]
- skeates-cycle-sub: DEVON STREET.: [489, 212, 543, 220]
- tides-cell: 16 W: [145, 114, 160, 128]
- piano-ad: [456, 424, 576, 583]
- tides-cell: 0 10: [192, 156, 224, 170]
- usc-agent: W. D. WEBSTER, Agent. Office: Egmont-Street, New Plymouth.: [146, 437, 312, 453]
- page-number-right: 4: [1090, 9, 1100, 25]
- tides-cell: 7 49: [297, 100, 313, 114]
- cycling-heading: Cycling.: [1021, 552, 1061, 564]
- brooking-text: MONUMENTAL MASON, Brougham and Powderham Streets, NEW PLYMOUTH. IMPORTER and Manufacturer of Stone, Granite, and Marble Memorials, Concrete Fenders, Iron Railings, Stone and Concrete Curbing.: [325, 668, 445, 719]
- skeates-bros-text: JEWELLERS, HAVE JUST MOVED INTO. The Window is the most Up-to-date in Taranaki. THE STOCK HAS BEEN DOUBLED. The Prices are Down, the Qualities are Up. THE VARIETY IS TREMENDOUS. WE CATER for a CASH TRADE at Auckland and Wellington Prices, and no abatement.: [457, 272, 575, 338]
- piano-text: "STRAND" (Auckland), BEG TO ANNOUNCE that they have appointed MESSRS SKEATES BROS., Devon Street, their Agents at New Plymouth and surrounding district. The Company invite inspection of their stock in the Show Room at Messrs Skeates Bros. and guarantee to give purchasers every satisfaction. They are sole agents for the following well-known and high-class makers:— HAAKE, Hanover. KAPS, Dresden. BECHSTEIN, Berlin. STEINWEG, London. CHICAGO ORGAN CO. All instruments sold at lowest prices for cash or on easiest terms.: [456, 455, 576, 573]
- moon-phase-row: [144, 246, 314, 253]
- deaths-heading: DEATHS.: [500, 728, 533, 738]
- tides-header-cell: Waitara P.M.: [251, 66, 278, 87]
- tides-cell: 0 28: [251, 142, 278, 156]
- tides-cell: 8 45: [192, 86, 224, 100]
- trade-text: TRADE WITH US!: [462, 74, 570, 90]
- expected-wellington-heading: EXPECTED ARRIVALS IN WELLINGTON.: [28, 562, 118, 581]
